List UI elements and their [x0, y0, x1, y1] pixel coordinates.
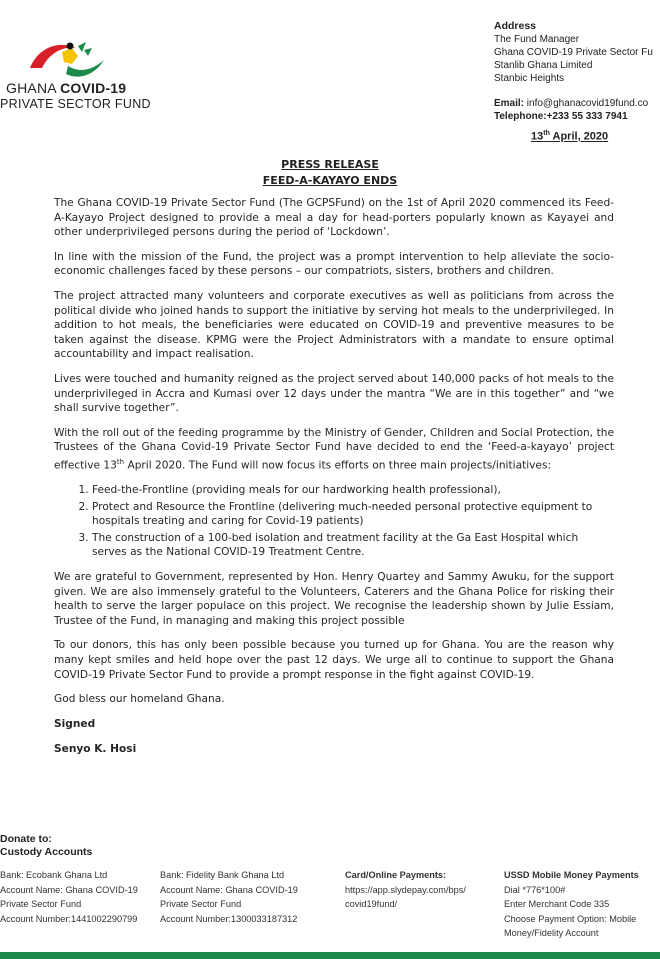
address-line: Stanlib Ghana Limited: [494, 60, 593, 71]
list-item: 3. The construction of a 100-bed isolation and treatment facility at the Ga East Hospital which serves as the National COVID-19 Treatment Centre.: [92, 531, 614, 560]
payment-link[interactable]: https://app.slydepay.com/bps/: [345, 884, 466, 895]
contact-block: [494, 97, 648, 123]
footer-line: Bank: Ecobank Ghana Ltd: [0, 870, 108, 880]
footer-line: Private Sector Fund: [160, 899, 242, 909]
footer-line: Account Number:1300033187312: [160, 913, 298, 924]
press-release-body: [54, 196, 614, 768]
logo-text-line2: PRIVATE SECTOR FUND: [0, 97, 151, 111]
footer-heading: USSD Mobile Money Payments: [504, 870, 639, 880]
paragraph: God bless our homeland Ghana.: [54, 693, 225, 706]
donate-heading: Donate to: Custody Accounts: [0, 833, 93, 858]
signed-label: Signed: [54, 717, 96, 730]
address-line: Ghana COVID-19 Private Sector Fu: [494, 47, 653, 58]
list-item: 1. Feed-the-Frontline (providing meals for our hardworking health professional),: [92, 483, 614, 498]
paragraph: Lives were touched and humanity reigned as the project served about 140,000 packs of hot meals to the underprivileged in Accra and Kumasi over 12 days under the mantra “We are in this together” and “we shall survive together”.: [54, 372, 614, 415]
footer-line: Enter Merchant Code 335: [504, 899, 610, 909]
footer-line: Private Sector Fund: [0, 899, 82, 909]
footer-line: Dial *776*100#: [504, 884, 566, 895]
footer-line: Account Name: Ghana COVID-19: [0, 884, 138, 895]
card-online-payments: [345, 868, 466, 912]
bottom-decorative-bar: [0, 952, 660, 959]
paragraph: With the roll out of the feeding programme by the Ministry of Gender, Children and Social Protection, the Trustees of the Ghana Covid-19 Private Sector Fund have decided to end the ‘Feed-a-kayayo’ project effective 13th April 2020. The Fund will now focus its efforts on three main projects/initiatives:: [54, 426, 614, 472]
ussd-payments: [504, 868, 639, 941]
footer-line: Account Name: Ghana COVID-19: [160, 884, 298, 895]
press-release-heading: PRESS RELEASE: [281, 158, 379, 171]
footer-line: Choose Payment Option: Mobile: [504, 913, 637, 924]
footer-line: Account Number:1441002290799: [0, 913, 138, 924]
footer-line: Money/Fidelity Account: [504, 928, 599, 938]
list-item: 2. Protect and Resource the Frontline (delivering much-needed personal protective equipment to hospitals treating and caring for Covid-19 patients): [92, 500, 614, 529]
release-date: 13th April, 2020: [531, 130, 609, 143]
email-link[interactable]: info@ghanacovid19fund.co: [524, 98, 649, 109]
email-line: Email: info@ghanacovid19fund.co: [494, 98, 649, 109]
footer-line: Bank: Fidelity Bank Ghana Ltd: [160, 870, 285, 880]
address-line: The Fund Manager: [494, 34, 580, 45]
press-release-title: FEED-A-KAYAYO ENDS: [262, 174, 398, 187]
address-heading: Address: [494, 20, 537, 32]
paragraph: To our donors, this has only been possible because you turned up for Ghana. You are the reason why many kept smiles and held hope over the past 12 days. We urge all to continue to support the Ghana COVID-19 Private Sector Fund to provide a prompt response in the fight against COVID-19.: [54, 639, 614, 681]
signatory-name: Senyo K. Hosi: [54, 743, 137, 756]
paragraph: We are grateful to Government, represented by Hon. Henry Quartey and Sammy Awuku, for the support given. We are also immensely grateful to the Volunteers, Caterers and the Ghana Police for risking their health to serve the larger populace on this project. We recognise the leadership shown by Julie Essiam, Trustee of the Fund, in managing and making this project possible: [54, 571, 614, 627]
initiatives-list: [54, 483, 614, 560]
footer-heading: Card/Online Payments:: [345, 870, 447, 880]
logo-text-line1: GHANA COVID-19: [6, 80, 127, 96]
phone-line: Telephone:+233 55 333 7941: [494, 111, 628, 122]
paragraph: The Ghana COVID-19 Private Sector Fund (The GCPSFund) on the 1st of April 2020 commenced its Feed-A-Kayayo Project designed to provide a meal a day for head-porters popularly known as Kayayei and other underprivileged persons during the period of ‘Lockdown’.: [54, 197, 614, 239]
address-block: [494, 20, 653, 85]
fidelity-account: [160, 868, 298, 926]
payment-link[interactable]: covid19fund/: [345, 899, 398, 909]
ecobank-account: [0, 868, 138, 926]
address-line: Stanbic Heights: [494, 73, 565, 84]
paragraph: In line with the mission of the Fund, the project was a prompt intervention to help alleviate the socio-economic challenges faced by these persons – our compatriots, sisters, brothers and children.: [54, 250, 614, 278]
paragraph: The project attracted many volunteers and corporate executives as well as politicians from across the political divide who joined hands to support the initiative by serving hot meals to the underprivileged. In addition to hot meals, the beneficiaries were educated on COVID-19 and preventive measures to be taken against the disease. KPMG were the Project Administrators with a mandate to ensure optimal accountability and impact realisation.: [54, 289, 614, 361]
